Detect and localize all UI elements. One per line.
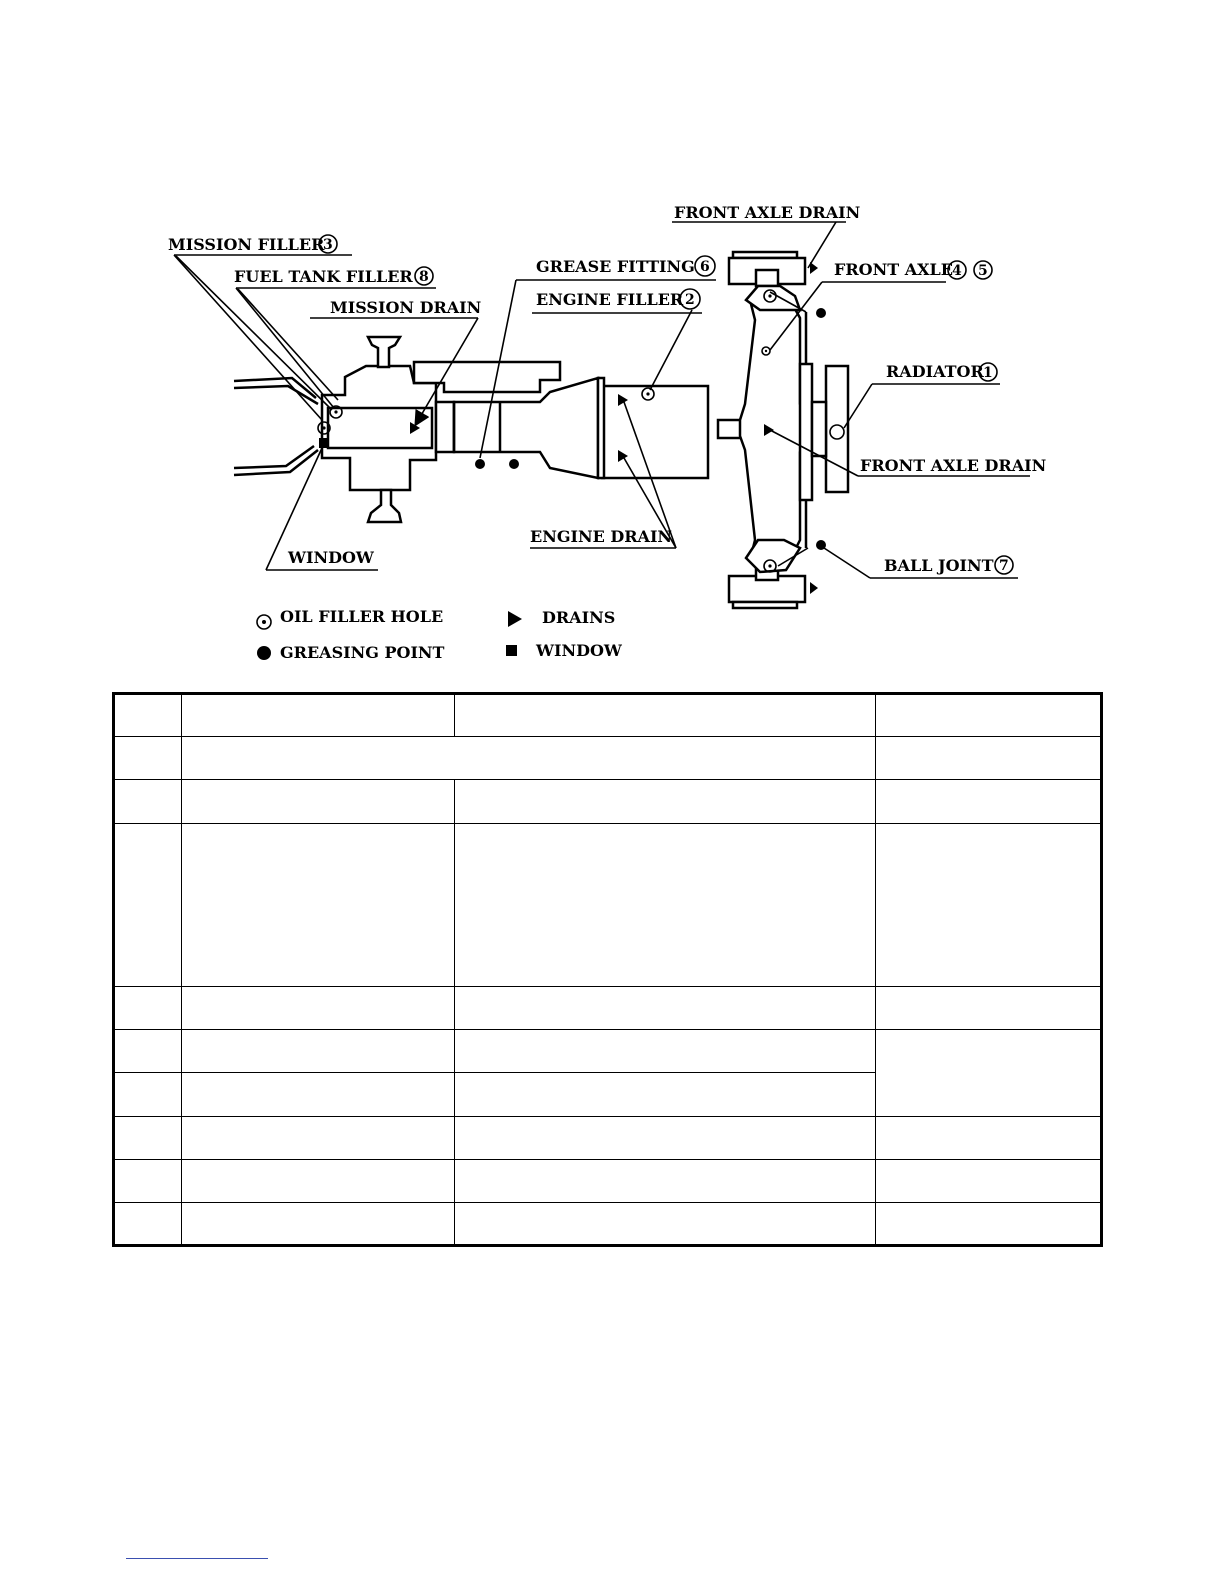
number-fuel-tank-filler: 8 — [419, 269, 429, 285]
number-front-axle-a: 4 — [952, 263, 962, 279]
table-cell — [876, 1203, 1102, 1246]
table-cell — [455, 1073, 876, 1117]
table-cell — [114, 824, 182, 987]
table-row — [114, 1117, 1102, 1160]
table-cell — [876, 1160, 1102, 1203]
table-cell — [114, 1073, 182, 1117]
table-cell — [182, 987, 455, 1030]
label-ball-joint: BALL JOINT — [884, 556, 994, 575]
legend-drains: DRAINS — [542, 608, 616, 627]
legend — [257, 607, 623, 662]
table-cell — [182, 824, 455, 987]
table-row — [114, 1203, 1102, 1246]
label-mission-drain: MISSION DRAIN — [330, 298, 482, 317]
table-cell — [455, 1160, 876, 1203]
table-cell — [114, 1030, 182, 1073]
table-cell — [182, 1117, 455, 1160]
table-row — [114, 694, 1102, 737]
table-cell — [114, 987, 182, 1030]
table-row — [114, 824, 1102, 987]
label-engine-drain: ENGINE DRAIN — [530, 527, 673, 546]
table-cell — [876, 694, 1102, 737]
table-cell — [182, 694, 455, 737]
label-front-axle-drain-mid: FRONT AXLE DRAIN — [860, 456, 1047, 475]
footer-rule — [126, 1558, 268, 1559]
table-row — [114, 1160, 1102, 1203]
legend-window: WINDOW — [536, 641, 622, 660]
label-engine-filler: ENGINE FILLER — [536, 290, 684, 309]
table-cell — [876, 1117, 1102, 1160]
table-cell — [182, 1203, 455, 1246]
table-cell — [114, 1117, 182, 1160]
table-cell — [455, 1030, 876, 1073]
table-cell — [114, 1160, 182, 1203]
number-front-axle-b: 5 — [978, 263, 988, 279]
table-row — [114, 737, 1102, 780]
table-cell — [182, 1160, 455, 1203]
label-window: WINDOW — [288, 548, 374, 567]
table-cell — [455, 987, 876, 1030]
legend-greasing-point: GREASING POINT — [280, 643, 445, 662]
label-front-axle-drain-top: FRONT AXLE DRAIN — [674, 203, 861, 222]
table-cell — [455, 1203, 876, 1246]
number-radiator: 1 — [983, 365, 993, 381]
window-marker — [319, 438, 327, 448]
tractor-body — [234, 337, 742, 522]
table-cell — [455, 694, 876, 737]
table-cell — [876, 987, 1102, 1030]
number-engine-filler: 2 — [685, 292, 695, 308]
table-cell — [114, 737, 182, 780]
label-front-axle: FRONT AXLE — [834, 260, 953, 279]
table-row — [114, 987, 1102, 1030]
table-cell — [114, 694, 182, 737]
label-grease-fitting: GREASE FITTING — [536, 257, 695, 276]
table-cell — [182, 737, 876, 780]
table-cell — [876, 737, 1102, 780]
table-cell — [455, 1117, 876, 1160]
lubrication-table — [112, 692, 1103, 1247]
lubrication-points-diagram — [0, 0, 1224, 690]
table-cell — [455, 824, 876, 987]
label-radiator: RADIATOR — [886, 362, 984, 381]
table-cell — [182, 1073, 455, 1117]
table-cell — [114, 1203, 182, 1246]
label-mission-filler: MISSION FILLER — [168, 235, 325, 254]
table-row — [114, 780, 1102, 824]
table-row — [114, 1030, 1102, 1073]
table-cell — [876, 824, 1102, 987]
number-ball-joint: 7 — [999, 558, 1009, 574]
table-cell — [114, 780, 182, 824]
legend-oil-filler-hole: OIL FILLER HOLE — [280, 607, 444, 626]
table-cell — [876, 1030, 1102, 1117]
table-cell — [876, 780, 1102, 824]
number-grease-fitting: 6 — [700, 259, 710, 275]
label-fuel-tank-filler: FUEL TANK FILLER — [234, 267, 413, 286]
number-mission-filler: 3 — [323, 237, 333, 253]
table-cell — [182, 780, 455, 824]
table-cell — [455, 780, 876, 824]
table-cell — [182, 1030, 455, 1073]
